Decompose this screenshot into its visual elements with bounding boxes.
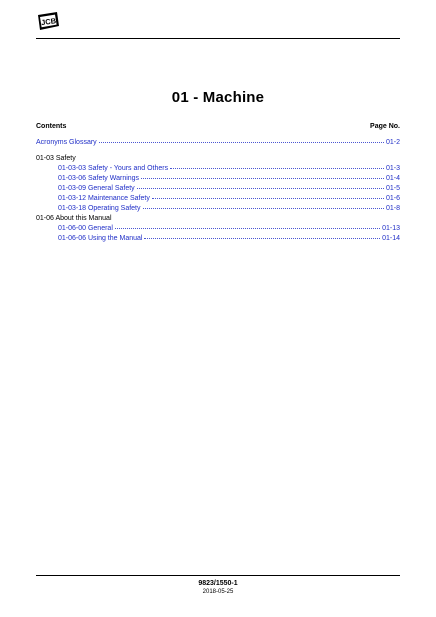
toc-entry-label: 01-03-06 Safety Warnings bbox=[58, 175, 140, 182]
footer-rule bbox=[36, 575, 400, 576]
toc-entry[interactable] bbox=[36, 184, 400, 194]
toc-entry-page: 01-5 bbox=[385, 185, 400, 192]
toc-entry-page: 01-2 bbox=[385, 139, 400, 146]
toc-entry-page: 01-6 bbox=[385, 195, 400, 202]
toc-entry-label: 01-03-03 Safety - Yours and Others bbox=[58, 165, 169, 172]
dot-leader bbox=[144, 238, 380, 239]
contents-label: Contents bbox=[36, 123, 67, 130]
toc-entry-label: Acronyms Glossary bbox=[36, 139, 97, 146]
header-rule bbox=[36, 38, 400, 39]
toc-entry[interactable] bbox=[36, 224, 400, 234]
toc-entry-label: 01-06-06 Using the Manual bbox=[58, 235, 143, 242]
table-of-contents bbox=[36, 138, 400, 244]
dot-leader bbox=[170, 168, 384, 169]
toc-entry[interactable] bbox=[36, 234, 400, 244]
toc-entry-page: 01-4 bbox=[385, 175, 400, 182]
document-date: 2018-05-25 bbox=[202, 589, 234, 595]
jcb-logo bbox=[36, 12, 60, 30]
document-number: 9823/1550-1 bbox=[198, 580, 238, 587]
toc-entry-label: 01-06-00 General bbox=[58, 225, 113, 232]
dot-leader bbox=[143, 208, 384, 209]
dot-leader bbox=[141, 178, 384, 179]
toc-entry-label: 01-03-09 General Safety bbox=[58, 185, 135, 192]
toc-entry[interactable] bbox=[36, 164, 400, 174]
dot-leader bbox=[115, 228, 380, 229]
dot-leader bbox=[99, 142, 384, 143]
toc-entry[interactable] bbox=[36, 174, 400, 184]
jcb-logo-icon bbox=[36, 12, 60, 30]
toc-section-heading: 01-06 About this Manual bbox=[36, 215, 112, 222]
toc-header bbox=[36, 123, 400, 130]
toc-entry-acronyms-glossary[interactable] bbox=[36, 138, 400, 148]
dot-leader bbox=[137, 188, 384, 189]
toc-entry-page: 01-13 bbox=[382, 225, 400, 232]
toc-entry-label: 01-03-12 Maintenance Safety bbox=[58, 195, 150, 202]
toc-entry[interactable] bbox=[36, 204, 400, 214]
toc-entry-page: 01-8 bbox=[385, 205, 400, 212]
toc-entry-page: 01-3 bbox=[385, 165, 400, 172]
dot-leader bbox=[152, 198, 384, 199]
toc-entry-page: 01-14 bbox=[382, 235, 400, 242]
svg-text:JCB: JCB bbox=[40, 16, 57, 28]
page-number-label: Page No. bbox=[370, 123, 400, 130]
page-title: 01 - Machine bbox=[171, 89, 265, 106]
toc-entry[interactable] bbox=[36, 194, 400, 204]
toc-entry-label: 01-03-18 Operating Safety bbox=[58, 205, 141, 212]
toc-section-heading: 01-03 Safety bbox=[36, 155, 76, 162]
